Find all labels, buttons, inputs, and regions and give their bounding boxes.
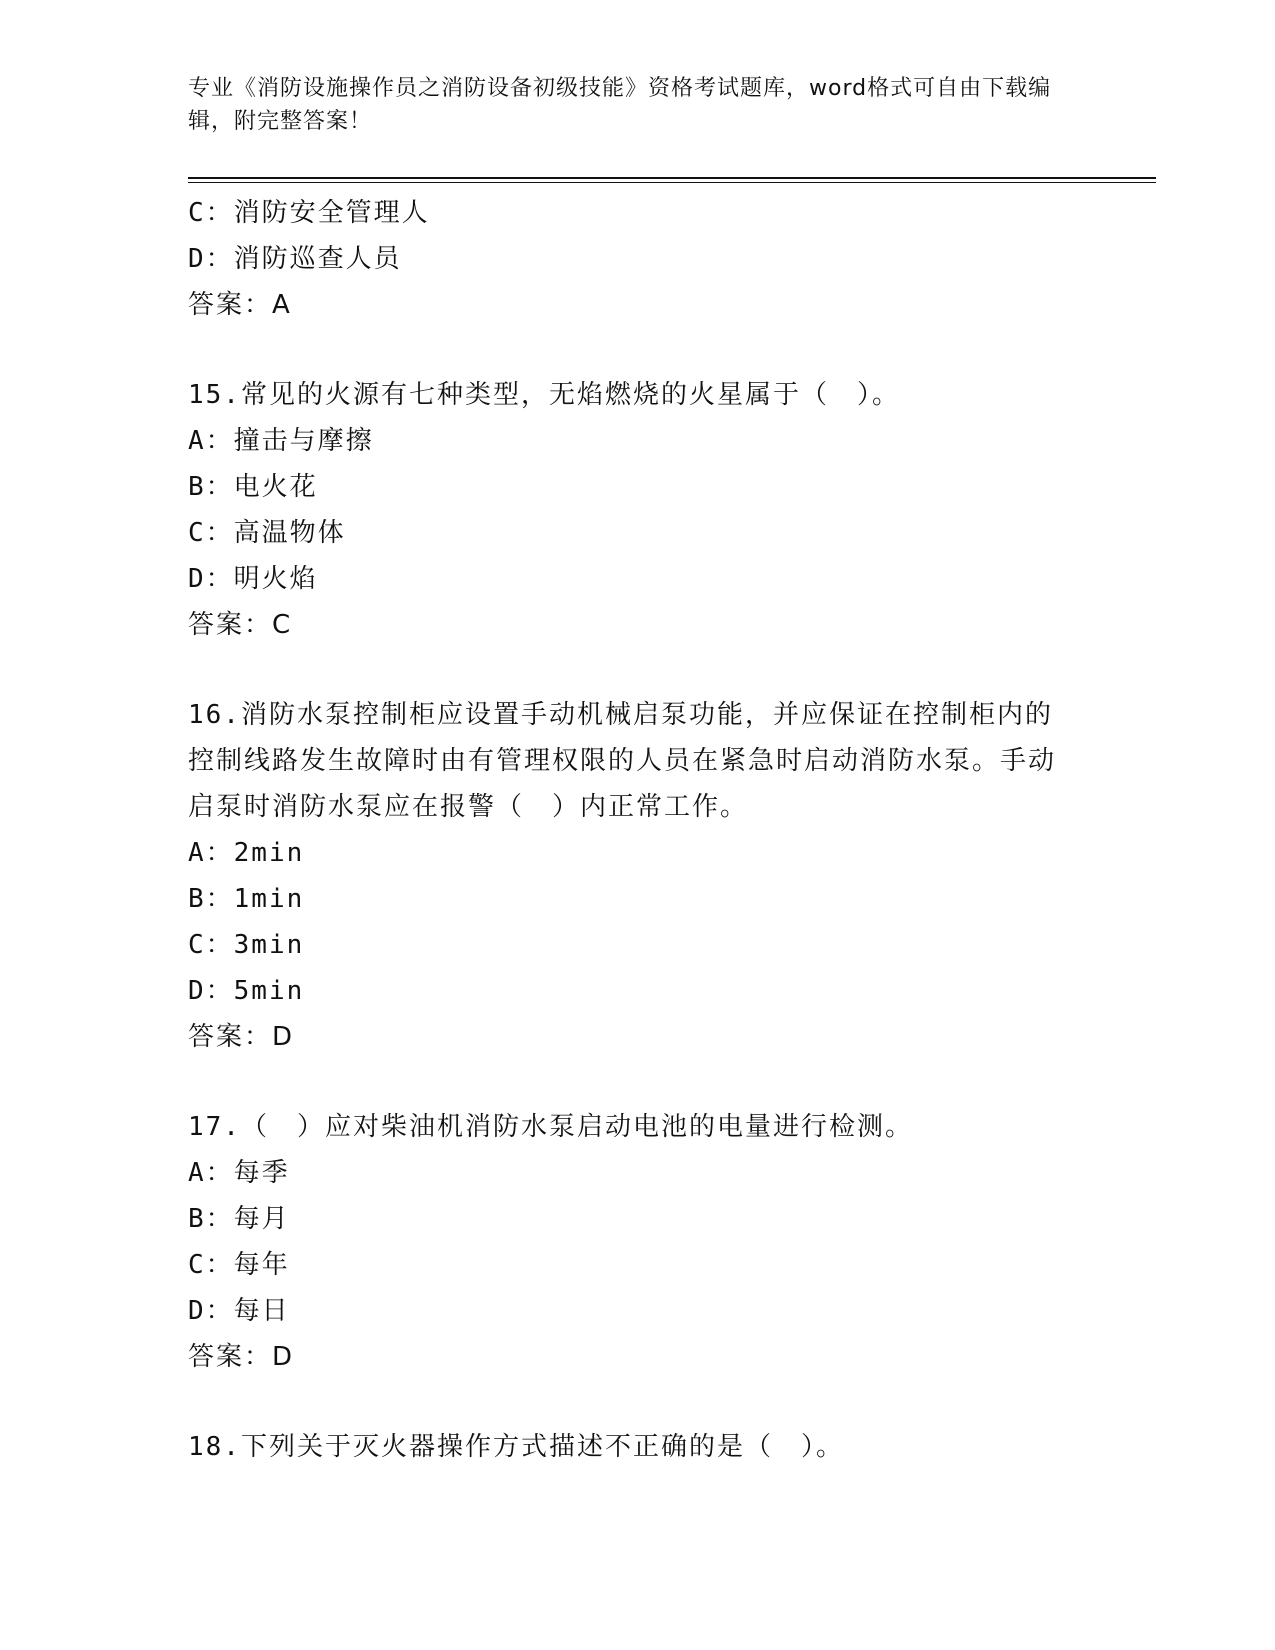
question-stem: 17.（ ）应对柴油机消防水泵启动电池的电量进行检测。 (188, 1112, 913, 1142)
option-a: A：2min (188, 838, 305, 868)
header-rule-thick (188, 177, 1156, 179)
option-b: B：1min (188, 884, 305, 914)
option-c: C：每年 (188, 1250, 290, 1280)
question-16 (188, 692, 1088, 1060)
header-rule-thin (188, 182, 1156, 183)
question-17 (188, 1104, 1088, 1380)
spacer (188, 328, 1088, 372)
question-stem: 15.常见的火源有七种类型，无焰燃烧的火星属于（ ）。 (188, 380, 900, 410)
option-d: D：5min (188, 976, 305, 1006)
question-18 (188, 1424, 1088, 1470)
question-15 (188, 372, 1088, 648)
question-stem: 16.消防水泵控制柜应设置手动机械启泵功能，并应保证在控制柜内的控制线路发生故障时由有管理权限的人员在紧急时启动消防水泵。手动启泵时消防水泵应在报警（ ）内正常工作。 (188, 700, 1057, 822)
spacer (188, 1060, 1088, 1104)
option-c: C：高温物体 (188, 518, 346, 548)
question-14-continuation (188, 190, 1088, 328)
option-b: B：每月 (188, 1204, 290, 1234)
option-d: D：明火焰 (188, 564, 318, 594)
answer-line: 答案：D (188, 1022, 295, 1052)
document-header: 专业《消防设施操作员之消防设备初级技能》资格考试题库，word格式可自由下载编辑，附完整答案！ (188, 76, 1052, 134)
option-a: A：撞击与摩擦 (188, 426, 374, 456)
spacer (188, 648, 1088, 692)
spacer (188, 1380, 1088, 1424)
option-b: B：电火花 (188, 472, 318, 502)
answer-line: 答案：D (188, 1342, 295, 1372)
option-c: C：消防安全管理人 (188, 198, 430, 228)
option-a: A：每季 (188, 1158, 290, 1188)
option-c: C：3min (188, 930, 305, 960)
answer-line: 答案：C (188, 610, 293, 640)
option-d: D：每日 (188, 1296, 290, 1326)
answer-line: 答案：A (188, 290, 292, 320)
option-d: D：消防巡查人员 (188, 244, 402, 274)
question-list (188, 190, 1088, 1470)
question-stem: 18.下列关于灭火器操作方式描述不正确的是（ ）。 (188, 1432, 844, 1462)
